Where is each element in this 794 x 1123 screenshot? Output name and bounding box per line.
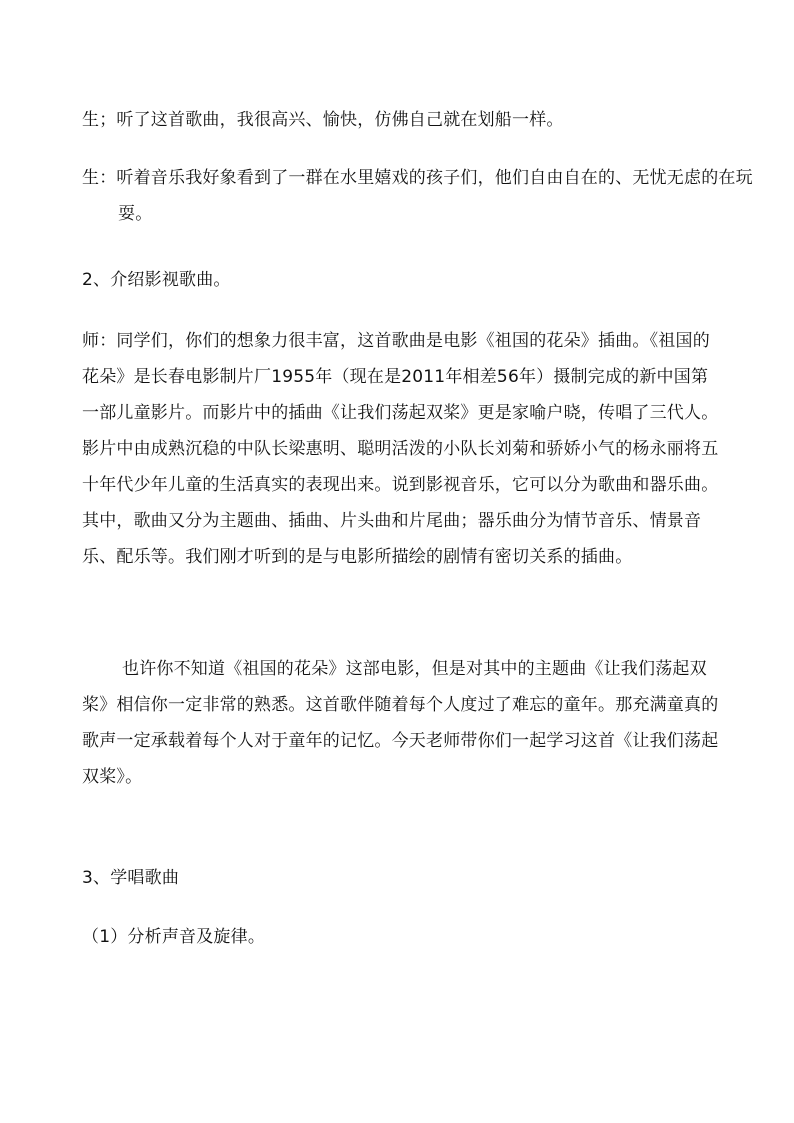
section-heading-2: 2、介绍影视歌曲。 [82,270,231,290]
paragraph-song-description: 也许你不知道《祖国的花朵》这部电影，但是对其中的主题曲《让我们荡起双桨》相信你一定非常的熟悉。这首歌伴随着每个人度过了难忘的童年。那充满童真的歌声一定承载着每个人对于童年的记忆。今天老师带你们一起学习这首《让我们荡起双桨》。 [82,659,719,787]
paragraph-student-response-1: 生；听了这首歌曲，我很高兴、愉快，仿佛自己就在划船一样。 [82,110,564,130]
paragraph-student-response-2: 生：听着音乐我好象看到了一群在水里嬉戏的孩子们，他们自由自在的、无忧无虑的在玩耍。 [82,168,753,224]
paragraph-teacher-intro: 师：同学们，你们的想象力很丰富，这首歌曲是电影《祖国的花朵》插曲。《祖国的花朵》是长春电影制片厂1955年（现在是2011年相差56年）摄制完成的新中国第一部儿童影片。而影片中的插曲《让我们荡起双桨》更是家喻户晓，传唱了三代人。影片中由成熟沉稳的中队长梁惠明、聪明活泼的小队长刘菊和骄娇小气的杨永丽将五十年代少年儿童的生活真实的表现出来。说到影视音乐，它可以分为歌曲和器乐曲。其中，歌曲又分为主题曲、插曲、片头曲和片尾曲；器乐曲分为情节音乐、情景音乐、配乐等。我们刚才听到的是与电影所描绘的剧情有密切关系的插曲。 [82,331,719,567]
section-heading-3: 3、学唱歌曲 [82,868,180,888]
subsection-heading-1: （1）分析声音及旋律。 [82,927,266,947]
